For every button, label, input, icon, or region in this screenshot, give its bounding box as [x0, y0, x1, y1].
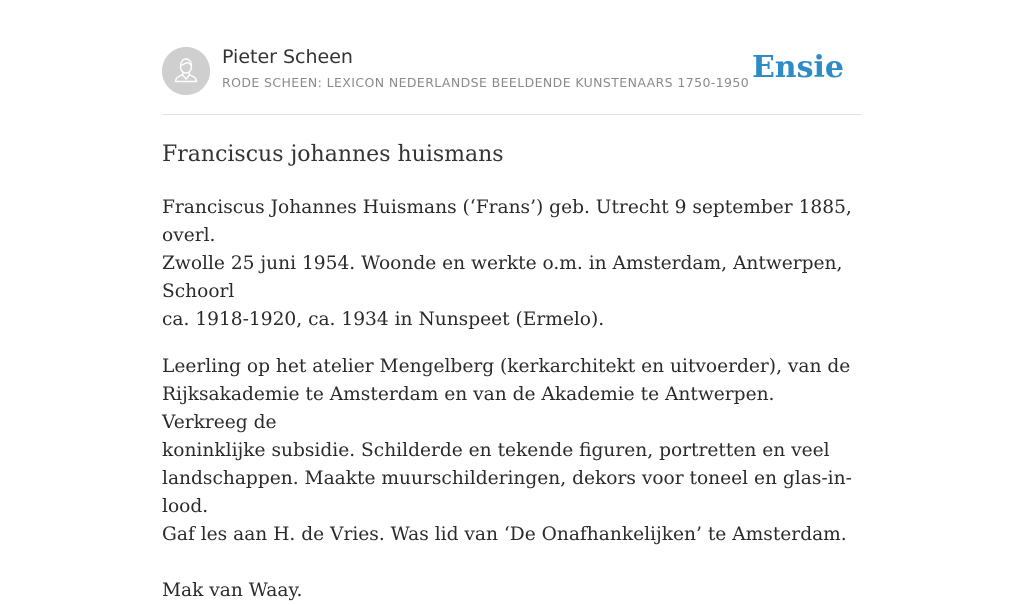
author-avatar[interactable]	[162, 47, 210, 95]
entry-signature: Mak van Waay.	[162, 580, 303, 601]
user-avatar-icon	[162, 47, 210, 95]
entry-header	[162, 44, 862, 115]
entry-paragraph: Franciscus Johannes Huismans (‘Frans’) geb. Utrecht 9 september 1885, overl. Zwolle 25 juni 1954. Woonde en werkte o.m. in Amsterdam, Antwerpen, Schoorl ca. 1918-1920, ca. 1934 in Nunspeet (Ermelo).	[162, 197, 852, 330]
entry-title: Franciscus johannes huismans	[162, 142, 504, 167]
entry-card	[162, 44, 862, 605]
source-title[interactable]: RODE SCHEEN: LEXICON NEDERLANDSE BEELDENDE KUNSTENAARS 1750-1950	[222, 75, 750, 90]
ensie-logo[interactable]: Ensie	[751, 50, 844, 85]
entry-paragraph: Leerling op het atelier Mengelberg (kerkarchitekt en uitvoerder), van de Rijksakademie te Amsterdam en van de Akademie te Antwerpen. Verkreeg de koninklijke subsidie. Schilderde en tekende figuren, portretten en veel landschappen. Maakte muurschilderingen, dekors voor toneel en glas-in-lood. Gaf les aan H. de Vries. Was lid van ‘De Onafhankelijken’ te Amsterdam.	[162, 356, 852, 545]
author-name[interactable]: Pieter Scheen	[222, 46, 353, 68]
